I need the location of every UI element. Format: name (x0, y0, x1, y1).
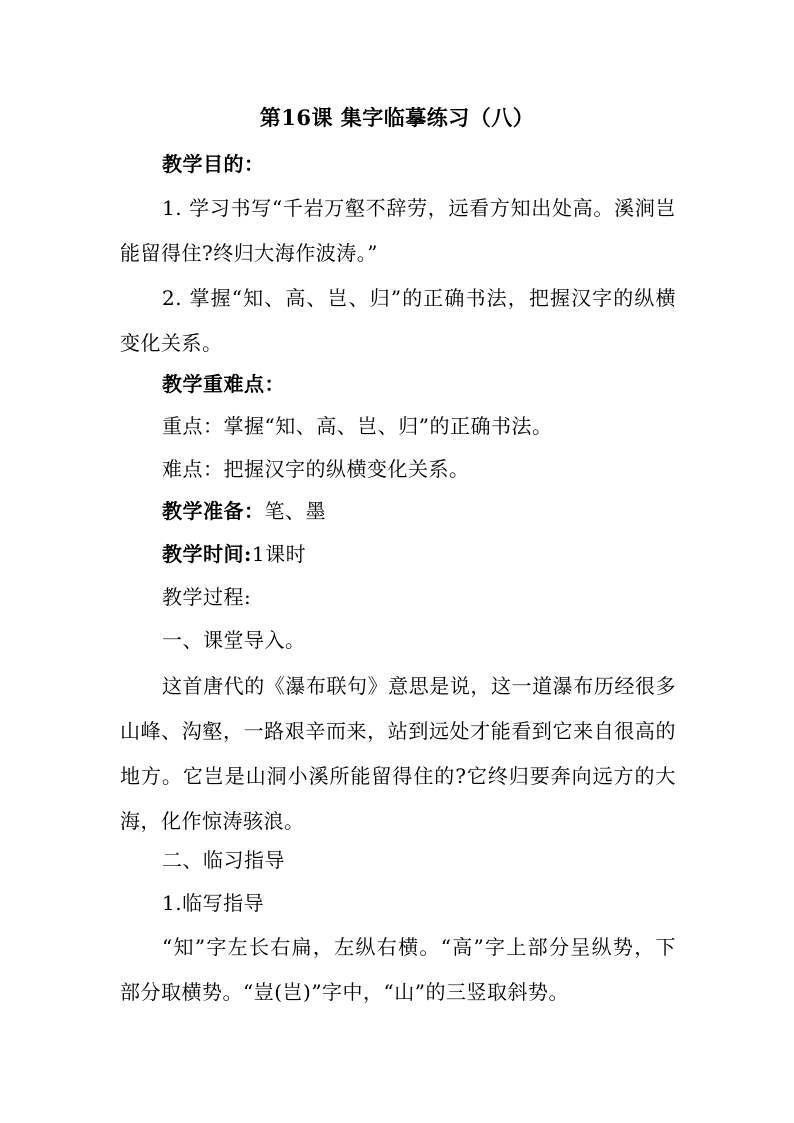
difficult-point: 难点：把握汉字的纵横变化关系。 (162, 457, 470, 481)
section-2-heading: 二、临习指导 (162, 848, 285, 872)
preparation-label: 教学准备： (162, 499, 265, 523)
subsection-1-text: “知”字左长右扁，左纵右横。“高”字上部分呈纵势，下部分取横势。“豈(岂)”字中，“山”的三竖取斜势。 (120, 935, 676, 1004)
key-points-heading: 教学重难点： (162, 372, 285, 396)
time-line (162, 540, 306, 568)
objective-2: 2. 掌握“知、高、岂、归”的正确书法，把握汉字的纵横变化关系。 (120, 286, 676, 355)
section-1-text: 这首唐代的《瀑布联句》意思是说，这一道瀑布历经很多山峰、沟壑，一路艰辛而来，站到远处才能看到它来自很高的地方。它岂是山洞小溪所能留得住的?它终归要奔向远方的大海，化作惊涛骇浪。 (120, 674, 676, 833)
time-value: 1课时 (251, 542, 307, 566)
key-point: 重点：掌握“知、高、岂、归”的正确书法。 (162, 414, 553, 438)
page-title: 第16课 集字临摹练习（八） (259, 105, 535, 130)
time-label: 教学时间: (162, 542, 252, 566)
objective-1: 1. 学习书写“千岩万壑不辞劳，远看方知出处高。溪涧岂能留得住?终归大海作波涛。” (120, 196, 676, 265)
subsection-1-heading: 1.临写指导 (162, 891, 265, 915)
objectives-heading: 教学目的： (162, 152, 265, 176)
section-1-heading: 一、课堂导入。 (162, 628, 306, 652)
preparation-value: 笔、墨 (264, 499, 326, 523)
preparation-line (162, 497, 326, 525)
process-heading: 教学过程: (162, 585, 252, 609)
